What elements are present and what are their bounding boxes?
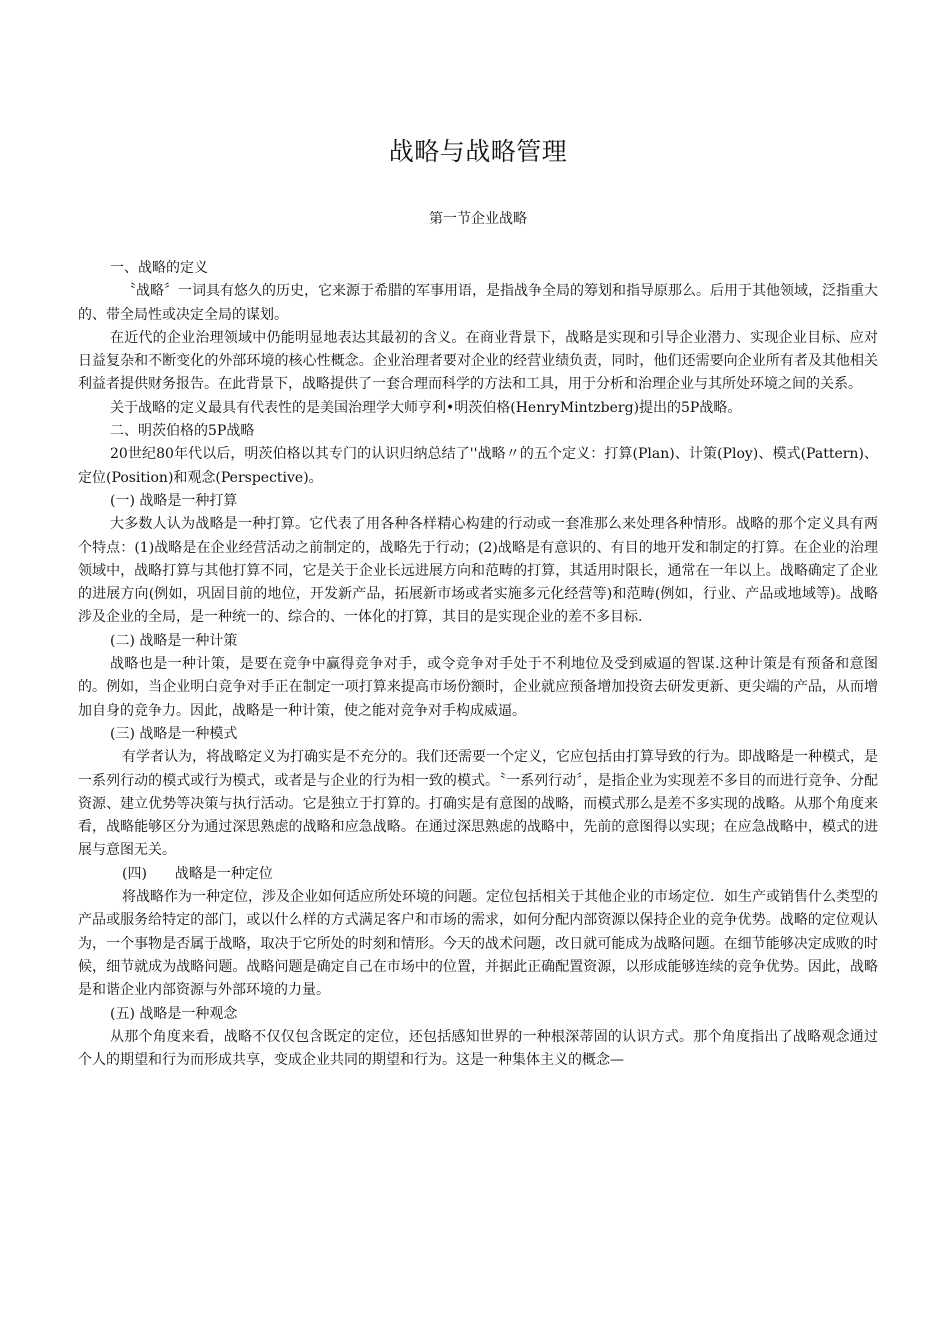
- heading-definition: 一、战略的定义: [110, 260, 208, 276]
- paragraph: 有学者认为，将战略定义为打确实是不充分的。我们还需要一个定义，它应包括由打算导致的行为。即战略是一种模式，是一系列行动的模式或行为模式，或者是与企业的行为相一致的模式。〝一系列行动〞，是指企业为实现差不多目的而进行竞争、分配资源、建立优势等决策与执行活动。它是独立于打算的。打确实是有意图的战略，而模式那么是差不多实现的战略。从那个角度来看，战略能够区分为通过深思熟虑的战略和应急战略。在通过深思熟虑的战略中，先前的意图得以实现；在应急战略中，模式的进展与意图无关。: [78, 749, 878, 859]
- heading-pattern: (三) 战略是一种模式: [110, 725, 238, 742]
- section-title: 第一节企业战略: [429, 211, 527, 227]
- heading-plan: (一) 战略是一种打算: [110, 492, 238, 509]
- heading-ploy: (二) 战略是一种计策: [110, 632, 238, 649]
- document-page: [78, 0, 878, 1318]
- heading-5p: 二、明茨伯格的5P战略: [110, 423, 255, 440]
- paragraph: 20世纪80年代以后，明茨伯格以其专门的认识归纳总结了''战略〃的五个定义：打算(Plan)、计策(Ploy)、模式(Pattern)、定位(Position)和观念(Perspective)。: [78, 446, 878, 486]
- paragraph: 〝战略〞一词具有悠久的历史，它来源于希腊的军事用语，是指战争全局的筹划和指导原那么。后用于其他领域，泛指重大的、带全局性或决定全局的谋划。: [78, 283, 878, 323]
- document-body: [78, 257, 878, 1072]
- heading-position: (四) 战略是一种定位: [122, 865, 273, 882]
- heading-perspective: (五) 战略是一种观念: [110, 1005, 238, 1022]
- paragraph: 从那个角度来看，战略不仅仅包含既定的定位，还包括感知世界的一种根深蒂固的认识方式。那个角度指出了战略观念通过个人的期望和行为而形成共享，变成企业共同的期望和行为。这是一种集体主义的概念—: [78, 1028, 878, 1069]
- paragraph: 将战略作为一种定位，涉及企业如何适应所处环境的问题。定位包括相关于其他企业的市场定位．如生产或销售什么类型的产品或服务给特定的部门，或以什么样的方式满足客户和市场的需求，如何分配内部资源以保持企业的竞争优势。战略的定位观认为，一个事物是否属于战略，取决于它所处的时刻和情形。今天的战术问题，改日就可能成为战略问题。在细节能够决定成败的时候，细节就成为战略问题。战略问题是确定自己在市场中的位置，并据此正确配置资源，以形成能够连续的竞争优势。因此，战略是和谐企业内部资源与外部环境的力量。: [78, 889, 878, 999]
- paragraph: 大多数人认为战略是一种打算。它代表了用各种各样精心构建的行动或一套准那么来处理各种情形。战略的那个定义具有两个特点：(1)战略是在企业经营活动之前制定的，战略先于行动；(2)战略是有意识的、有目的地开发和制定的打算。在企业的治理领域中，战略打算与其他打算不同，它是关于企业长远进展方向和范畴的打算，其适用时限长，通常在一年以上。战略确定了企业的进展方向(例如，巩固目前的地位，开发新产品，拓展新市场或者实施多元化经营等)和范畴(例如，行业、产品或地域等)。战略涉及企业的全局，是一种统一的、综合的、一体化的打算，其目的是实现企业的差不多目标.: [78, 516, 878, 626]
- paragraph: 关于战略的定义最具有代表性的是美国治理学大师亨利•明茨伯格(HenryMintzberg)提出的5P战略。: [110, 399, 742, 416]
- page-title: 战略与战略管理: [388, 137, 568, 166]
- paragraph: 在近代的企业治理领域中仍能明显地表达其最初的含义。在商业背景下，战略是实现和引导企业潜力、实现企业目标、应对日益复杂和不断变化的外部环境的核心性概念。企业治理者要对企业的经营业绩负责，同时，他们还需要向企业所有者及其他相关利益者提供财务报告。在此背景下，战略提供了一套合理而科学的方法和工具，用于分析和治理企业与其所处环境之间的关系。: [78, 329, 878, 393]
- paragraph: 战略也是一种计策，是要在竞争中赢得竞争对手，或令竞争对手处于不利地位及受到威逼的智谋.这种计策是有预备和意图的。例如，当企业明白竞争对手正在制定一项打算来提高市场份额时，企业就应预备增加投资去研发更新、更尖端的产品，从而增加自身的竞争力。因此，战略是一种计策，使之能对竞争对手构成威逼。: [78, 656, 878, 719]
